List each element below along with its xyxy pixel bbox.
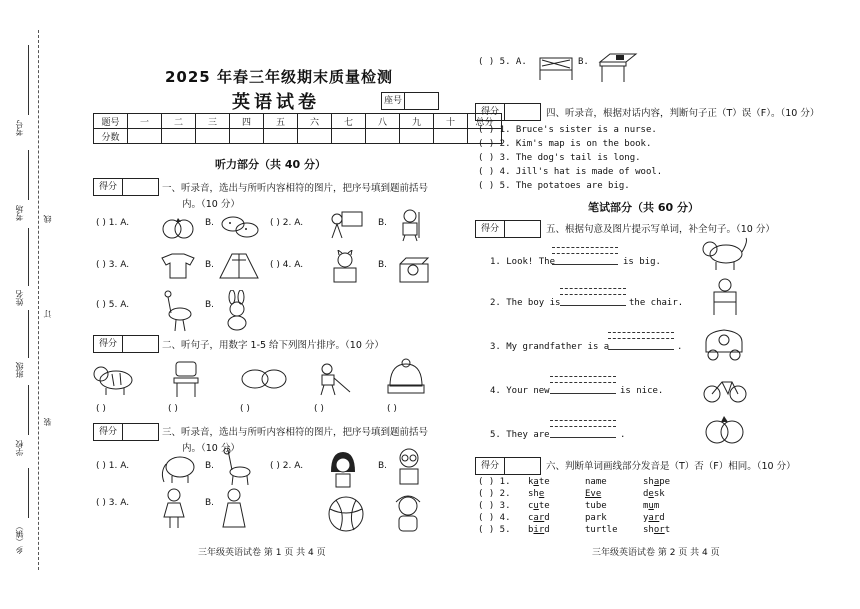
binding-dashed-line [38,30,39,570]
score-cell: 五 [264,114,298,129]
word-part: d [544,513,550,523]
sec6-q3-word3 [643,501,659,511]
writing-guide-line [552,253,618,254]
word-part: d [643,489,649,499]
sec6-q3[interactable] [478,501,511,511]
sec6-q5[interactable] [478,525,511,535]
score-input-cell[interactable] [298,129,332,144]
word-underlined-part: a [653,477,660,487]
word-part: sh [528,489,539,499]
teacher-at-board-icon [328,210,364,240]
sec6-num: ( ) 2. [478,489,511,499]
page1-footer: 三年级英语试卷 第 1 页 共 4 页 [198,548,326,558]
word-underlined-part: a [533,477,539,487]
word-part: y [643,513,649,523]
desk-icon [594,50,638,84]
sec1-q4[interactable]: ( ) 4. A. [270,260,304,270]
sec3-q3-b[interactable]: B. [205,498,215,508]
score-cell: 十 [434,114,468,129]
bed-icon [536,52,576,82]
sec5-q3-pre: 3. My grandfather is a [490,342,610,352]
margin-fill-line [28,150,29,200]
sec1-q3-b[interactable]: B. [205,260,215,270]
writing-guide-line [560,288,626,289]
sec4-q5[interactable]: ( ) 5. The potatoes are big. [478,181,630,191]
sec3-q3[interactable]: ( ) 3. A. [96,498,130,508]
word-underlined-part: ar [648,513,660,523]
word-part: m [653,501,660,511]
score-cell: 总分 [468,114,502,129]
margin-fill-line [28,385,29,435]
sec1-q1[interactable]: ( ) 1. A. [96,218,130,228]
sec6-q1-word2: name [585,477,607,487]
sec6-q3-word1 [528,501,550,511]
sec3-score-box[interactable] [93,423,159,441]
sec1-q1-b[interactable]: B. [205,218,215,228]
writing-guide-line [550,426,616,427]
sec1-q3[interactable]: ( ) 3. A. [96,260,130,270]
sec5-q5 [490,430,550,440]
margin-fill-line [28,468,29,518]
man-with-glasses-icon [392,446,426,486]
sec6-q3-word2: tube [585,501,607,511]
score-cell: 九 [400,114,434,129]
sec3-q1[interactable]: ( ) 1. A. [96,461,130,471]
sec5-q1-pre: 1. Look! The [490,257,556,267]
margin-fill-line [28,228,29,286]
sec3-q2[interactable]: ( ) 2. A. [270,461,304,471]
word-underlined-part: ir [533,525,545,535]
writing-guide-line [608,332,674,333]
sec6-num: ( ) 3. [478,501,511,511]
sec6-q1-word3 [643,477,670,487]
word-part: k [528,477,534,487]
score-input-cell[interactable] [230,129,264,144]
score-cell: 七 [332,114,366,129]
sec1-q5[interactable]: ( ) 5. A. [96,300,130,310]
tomatoes-icon [704,412,746,446]
sec4-q2[interactable]: ( ) 2. Kim's map is on the book. [478,139,652,149]
skirt-icon [218,250,260,282]
sec6-q4-word2: park [585,513,607,523]
sec2-instruction: 二、听句子，用数字 1-5 给下列图片排序。（10 分） [162,340,384,351]
score-cell: 六 [298,114,332,129]
score-cell: 八 [366,114,400,129]
sec4-q4[interactable]: ( ) 4. Jill's hat is made of wool. [478,167,663,177]
margin-fill-line [28,310,29,358]
ball-icon [326,494,366,534]
potatoes-icon [220,214,260,240]
margin-label-class: 班级 [15,362,24,378]
sec6-score-box[interactable] [475,457,541,475]
word-part: pe [659,477,671,487]
sec4-instruction: 四、听录音，根据对话内容，判断句子正（T）误（F）。（10 分） [546,108,820,119]
word-part: m [643,501,649,511]
writing-guide-line [552,247,618,248]
boy-sweeping-icon [312,362,352,396]
sec1-q5-b[interactable]: B. [205,300,215,310]
sec5-q4-post: is nice. [620,386,664,396]
exam-title: 2025 年春三年级期末质量检测 [165,68,393,86]
writing-guide-line [608,338,674,339]
score-cell: 二 [162,114,196,129]
word-underlined-part: u [648,501,654,511]
word-part: sh [643,477,654,487]
score-input-cell[interactable] [196,129,230,144]
word-underlined-part: or [653,525,665,535]
sec4-q1[interactable]: ( ) 1. Bruce's sister is a nurse. [478,125,657,135]
sec5-q3-answer-line[interactable] [608,349,674,350]
sec5-q1-answer-line[interactable] [552,264,618,265]
score-label: 得分 [94,424,123,440]
score-table-score-row [94,129,502,144]
word-part: b [528,525,534,535]
subject-title: 英语试卷 [232,92,320,113]
margin-label-township: 乡（镇） [15,522,24,554]
score-label: 得分 [476,458,505,474]
sec2-order-3[interactable]: ( ) [240,404,250,414]
word-part: c [528,513,534,523]
sec5-q2-answer-line[interactable] [560,305,626,306]
writing-guide-line [560,294,626,295]
ostrich-icon [160,290,194,332]
score-input-cell[interactable] [366,129,400,144]
sec5-q5-post: . [620,430,626,440]
girl-short-dress-icon [160,488,188,530]
sec5-q3-post: . [677,342,683,352]
sec6-instruction: 六、判断单词画线部分发音是（T）否（F）相同。（10 分） [546,461,796,472]
potatoes-icon [240,364,288,394]
score-input-cell[interactable] [264,129,298,144]
sec3-instruction: 三、听录音，选出与所听内容相符的图片，把序号填到题前括号 [162,427,429,438]
cut-mark-ding: 订 [43,310,52,318]
cat-on-box-icon [328,250,362,284]
elephant-icon [158,452,198,484]
tiger-icon [700,236,748,272]
margin-label-exam-room: 考场 [15,205,24,221]
sec1-instruction: 一、听录音，选出与所听内容相符的图片，把序号填到题前括号 [162,183,429,194]
word-underlined-part: Eve [585,489,602,499]
shirt-icon [160,252,196,280]
sec5-q5-answer-line[interactable] [550,437,616,438]
word-part: c [528,501,534,511]
sec5-score-box[interactable] [475,220,541,238]
seat-label: 座号 [382,93,405,109]
sec5-q2-pre: 2. The boy is [490,298,561,308]
sec6-q5-word3 [643,525,670,535]
sec2-score-box[interactable] [93,335,159,353]
sec4-score-box[interactable] [475,103,541,121]
score-input-cell[interactable] [332,129,366,144]
wool-hat-icon [385,358,427,396]
sec1-q4-b[interactable]: B. [378,260,388,270]
writing-section-title: 笔试部分（共 60 分） [588,201,699,214]
margin-label-exam-number: 考号 [15,120,24,136]
sec5-q4-answer-line[interactable] [550,393,616,394]
sec6-num: ( ) 5. [478,525,511,535]
writing-guide-line [550,382,616,383]
sec6-q5-word1 [528,525,550,535]
score-table [93,113,502,144]
girl-long-hair-icon [326,450,360,488]
sec6-q5-word2: turtle [585,525,618,535]
word-underlined-part: u [533,501,539,511]
word-part: te [538,477,550,487]
page2-footer: 三年级英语试卷 第 2 页 共 4 页 [592,548,720,558]
score-cell: 四 [230,114,264,129]
sec3-q1-b[interactable]: B. [205,461,215,471]
score-label: 得分 [94,179,123,195]
sec1-q2-b[interactable]: B. [378,218,388,228]
boy-behind-chair-icon [708,278,742,316]
chair-icon [168,360,204,398]
sec5-q2 [490,298,560,308]
sec2-order-5[interactable]: ( ) [387,404,397,414]
sec2-order-4[interactable]: ( ) [314,404,324,414]
sec6-q2-word2 [585,489,601,499]
score-label: 得分 [476,221,505,237]
sec3-q5-b[interactable]: B. [578,57,589,67]
sec5-q1 [490,257,555,267]
sec6-q4-word1 [528,513,550,523]
word-underlined-part: ar [533,513,545,523]
sec3-q5[interactable]: ( ) 5. A. [478,57,527,67]
sec3-q2-b[interactable]: B. [378,461,388,471]
word-part: d [544,525,550,535]
giraffe-icon [220,448,254,486]
score-cell: 分数 [94,129,128,144]
sec6-num: ( ) 1. [478,477,511,487]
listening-section-title: 听力部分（共 40 分） [215,158,326,171]
sec6-q4-word3 [643,513,665,523]
word-part: sh [643,525,654,535]
score-cell: 题号 [94,114,128,129]
doll-icon [390,494,426,534]
taxi-driver-icon [702,326,746,362]
word-underlined-part: e [648,489,654,499]
sec5-instruction: 五、根据句意及图片提示写单词，补全句子。（10 分） [546,224,775,235]
sec3-instruction-2: 内。（10 分） [182,443,240,454]
sec6-q2-word3 [643,489,665,499]
sec6-q1[interactable] [478,477,511,487]
sec2-order-2[interactable]: ( ) [168,404,178,414]
score-input-cell[interactable] [162,129,196,144]
sec5-q4 [490,386,550,396]
word-part: te [538,501,550,511]
sec6-q1-word1 [528,477,550,487]
word-part: t [664,525,671,535]
cat-in-box-icon [396,250,432,284]
writing-guide-line [550,376,616,377]
sec6-num: ( ) 4. [478,513,511,523]
cut-mark-xian: 线 [43,215,52,223]
tiger-icon [92,362,136,396]
sec4-q3[interactable]: ( ) 3. The dog's tail is long. [478,153,641,163]
sec2-order-1[interactable]: ( ) [96,404,106,414]
sec6-q2-word1 [528,489,544,499]
sec5-q2-post: the chair. [629,298,684,308]
score-input-cell[interactable] [128,129,162,144]
score-input-cell[interactable] [400,129,434,144]
rabbit-icon [220,290,254,332]
score-cell: 一 [128,114,162,129]
sec5-q4-pre: 4. Your new [490,386,550,396]
writing-guide-line [550,420,616,421]
margin-fill-line [28,45,29,115]
sec5-q5-pre: 5. They are [490,430,550,440]
word-underlined-part: e [538,489,545,499]
score-cell: 三 [196,114,230,129]
score-table-header-row [94,114,502,129]
cut-mark-zhuang: 装 [43,418,52,426]
sec5-q1-post: is big. [623,257,661,267]
word-part: sk [653,489,665,499]
margin-label-school: 学校 [15,440,24,456]
sec1-q2[interactable]: ( ) 2. A. [270,218,304,228]
bike-icon [702,372,748,404]
sec1-instruction-2: 内。（10 分） [182,199,240,210]
sec6-q4[interactable] [478,513,511,523]
sec5-q3 [490,342,609,352]
girl-long-dress-icon [220,488,248,530]
word-part: d [659,513,665,523]
score-label: 得分 [476,104,505,120]
sec1-score-box[interactable] [93,178,159,196]
score-label: 得分 [94,336,123,352]
score-input-cell[interactable] [434,129,468,144]
seat-number-box[interactable] [381,92,439,110]
margin-label-name: 姓名 [15,290,24,306]
farmer-icon [393,208,427,242]
tomatoes-icon [160,212,196,240]
sec6-q2[interactable] [478,489,511,499]
